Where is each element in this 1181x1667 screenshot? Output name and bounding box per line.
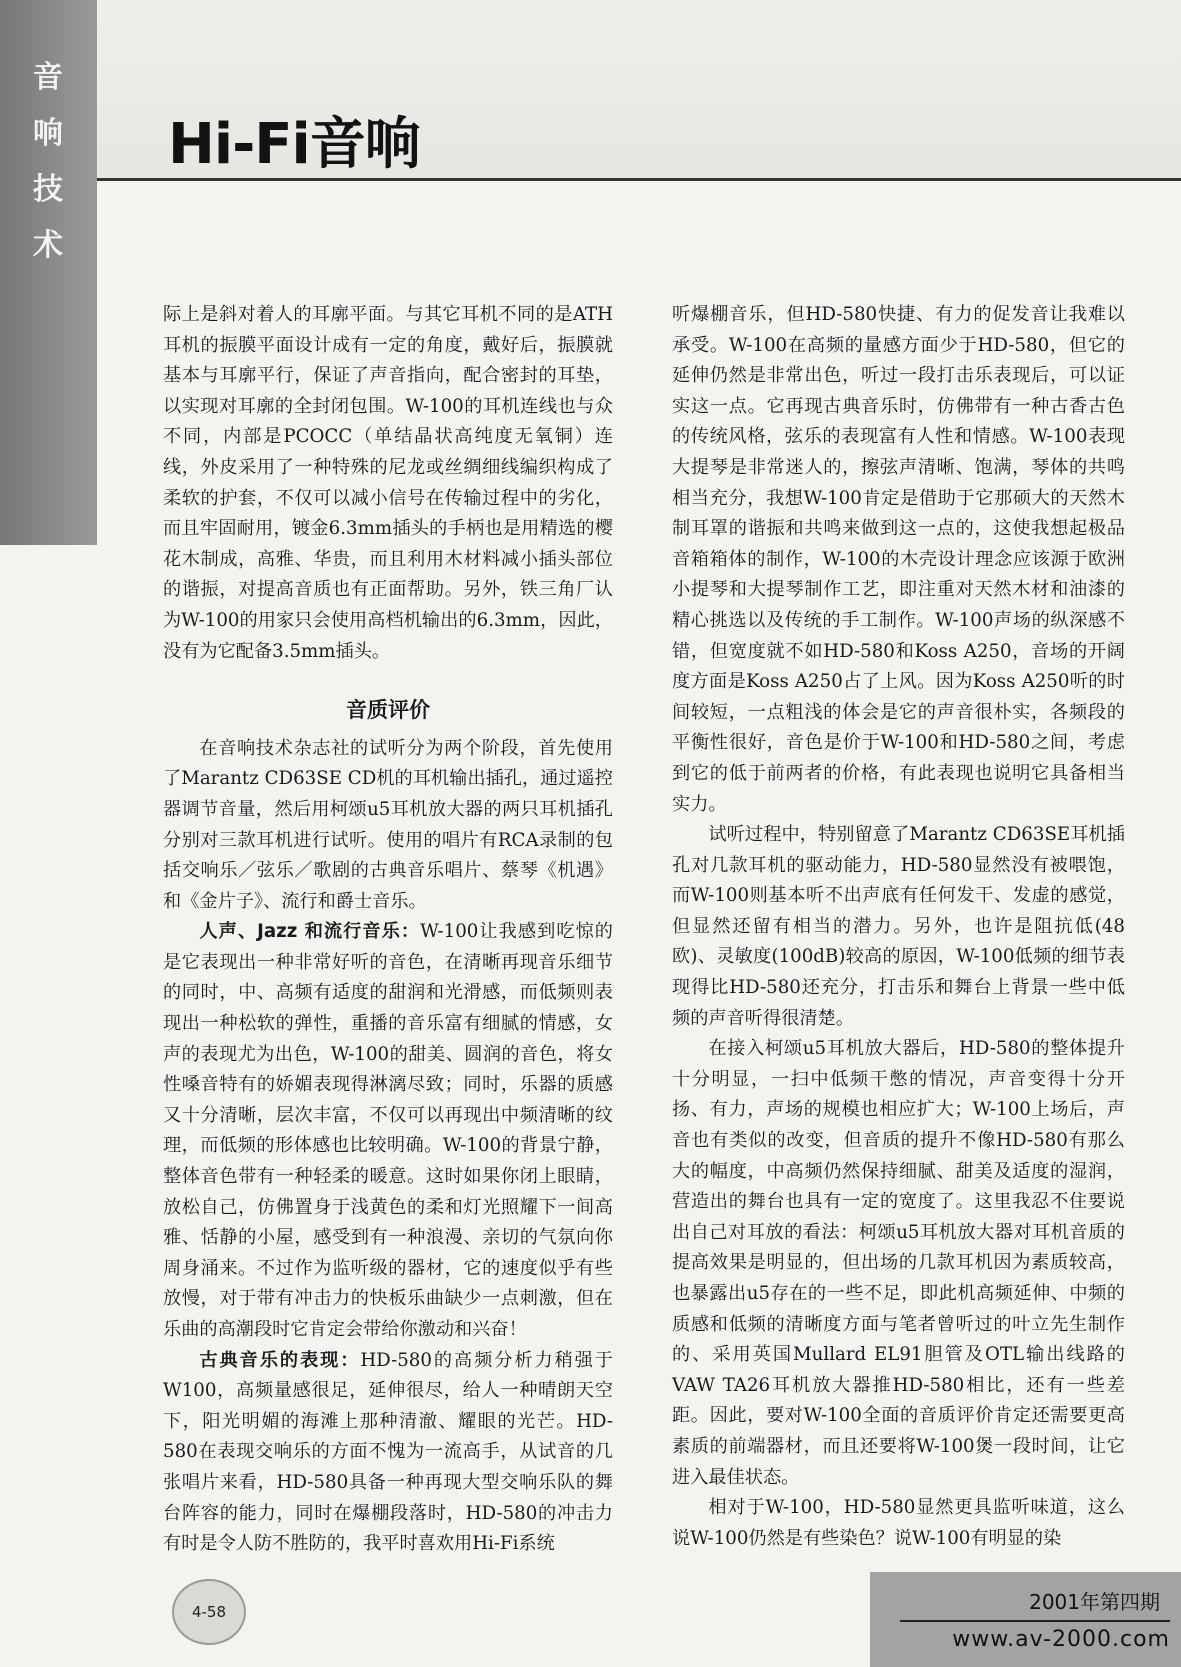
website-url: www.av-2000.com [952,1627,1170,1652]
paragraph: 在音响技术杂志社的试听分为两个阶段，首先使用了Marantz CD63SE CD机的耳机输出插孔，通过遥控器调节音量，然后用柯颂u5耳机放大器的两只耳机插孔分别对三款耳机进行试听。使用的唱片有RCA录制的包括交响乐／弦乐／歌剧的古典音乐唱片、蔡琴《机遇》和《金片子》、流行和爵士音乐。 [163,737,613,912]
paragraph-body: HD-580的高频分析力稍强于W100，高频量感很足，延伸很尽，给人一种晴朗天空下，阳光明媚的海滩上那种清澈、耀眼的光芒。HD-580在表现交响乐的方面不愧为一流高手，从试音的几张唱片来看，HD-580具备一种再现大型交响乐队的舞台阵容的能力，同时在爆棚段落时，HD-580的冲击力有时是令人防不胜防的，我平时喜欢用Hi-Fi系统 [163,1349,613,1555]
paragraph: 在接入柯颂u5耳机放大器后，HD-580的整体提升十分明显，一扫中低频干憋的情况，声音变得十分开扬、有力，声场的规模也相应扩大；W-100上场后，声音也有类似的改变，但音质的提升不像HD-580有那么大的幅度，中高频仍然保持细腻、甜美及适度的湿润，营造出的舞台也具有一定的宽度了。这里我忍不住要说出自己对耳放的看法：柯颂u5耳机放大器对耳机音质的提高效果是明显的，但出场的几款耳机因为素质较高，也暴露出u5存在的一些不足，即此机高频延伸、中频的质感和低频的清晰度方面与笔者曾听过的叶立先生制作的、采用英国Mullard EL91胆管及OTL输出线路的VAW TA26耳机放大器推HD-580相比，还有一些差距。因此，要对W-100全面的音质评价肯定还需要更高素质的前端器材，而且还要将W-100煲一段时间，让它进入最佳状态。 [672,1038,1125,1488]
footer-band [870,1572,1181,1667]
masthead-rule [97,178,1181,181]
paragraph: 试听过程中，特别留意了Marantz CD63SE耳机插孔对几款耳机的驱动能力，HD-580显然没有被喂饱，而W-100则基本听不出声底有任何发干、发虚的感觉，但显然还留有相当的潜力。另外，也许是阻抗低(48欧)、灵敏度(100dB)较高的原因，W-100低频的细节表现得比HD-580还充分，打击乐和舞台上背景一些中低频的声音听得很清楚。 [672,824,1125,1029]
masthead-title: Hi-Fi音响 [168,112,420,177]
page-number-badge [172,1579,246,1645]
side-tab-char: 术 [33,228,63,263]
footer-rule [900,1620,1170,1622]
right-column [672,300,1125,1554]
side-tab-char: 响 [33,116,63,151]
section-heading: 音质评价 [346,698,430,723]
issue-label: 2001年第四期 [1029,1590,1160,1614]
side-tab-char: 技 [33,172,63,207]
paragraph-lead: 古典音乐的表现： [199,1349,361,1371]
paragraph-lead: 人声、Jazz 和流行音乐： [199,921,421,943]
side-tab-char: 音 [33,60,63,95]
paragraph [163,917,613,1345]
paragraph: 听爆棚音乐，但HD-580快捷、有力的促发音让我难以承受。W-100在高频的量感方面少于HD-580，但它的延伸仍然是非常出色，听过一段打击乐表现后，可以证实这一点。它再现古典音乐时，仿佛带有一种古香古色的传统风格，弦乐的表现富有人性和情感。W-100表现大提琴是非常迷人的，擦弦声清晰、饱满，琴体的共鸣相当充分，我想W-100肯定是借助于它那硕大的天然木制耳罩的谐振和共鸣来做到这一点的，这使我想起极品音箱箱体的制作，W-100的木壳设计理念应该源于欧洲小提琴和大提琴制作工艺，即注重对天然木材和油漆的精心挑选以及传统的手工制作。W-100声场的纵深感不错，但宽度就不如HD-580和Koss A250，音场的开阔度方面是Koss A250占了上风。因为Koss A250听的时间较短，一点粗浅的体会是它的声音很朴实，各频段的平衡性很好，音色是价于W-100和HD-580之间，考虑到它的低于前两者的价格，有此表现也说明它具备相当实力。 [672,304,1125,815]
left-column [163,300,613,1560]
page-number: 4-58 [191,1603,227,1621]
paragraph [163,1346,613,1560]
section-side-tab [0,0,97,545]
paragraph: 相对于W-100，HD-580显然更具监听味道，这么说W-100仍然是有些染色？说W-100有明显的染 [672,1497,1125,1549]
paragraph: 际上是斜对着人的耳廓平面。与其它耳机不同的是ATH耳机的振膜平面设计成有一定的角度，戴好后，振膜就基本与耳廓平行，保证了声音指向，配合密封的耳垫，以实现对耳廓的全封闭包围。W-100的耳机连线也与众不同，内部是PCOCC（单结晶状高纯度无氧铜）连线，外皮采用了一种特殊的尼龙或丝绸细线编织构成了柔软的护套，不仅可以减小信号在传输过程中的劣化，而且牢固耐用，镀金6.3mm插头的手柄也是用精选的樱花木制成，高雅、华贵，而且利用木材料减小插头部位的谐振，对提高音质也有正面帮助。另外，铁三角厂认为W-100的用家只会使用高档机输出的6.3mm，因此，没有为它配备3.5mm插头。 [163,304,613,662]
paragraph-body: W-100让我感到吃惊的是它表现出一种非常好听的音色，在清晰再现音乐细节的同时，中、高频有适度的甜润和光滑感，而低频则表现出一种松软的弹性，重播的音乐富有细腻的情感，女声的表现尤为出色，W-100的甜美、圆润的音色，将女性嗓音特有的娇媚表现得淋漓尽致；同时，乐器的质感又十分清晰，层次丰富，不仅可以再现出中频清晰的纹理，而低频的形体感也比较明确。W-100的背景宁静，整体音色带有一种轻柔的暖意。这时如果你闭上眼睛，放松自己，仿佛置身于浅黄色的柔和灯光照耀下一间高雅、恬静的小屋，感受到有一种浪漫、亲切的气氛向你周身涌来。不过作为监听级的器材，它的速度似乎有些放慢，对于带有冲击力的快板乐曲缺少一点刺激，但在乐曲的高潮段时它肯定会带给你激动和兴奋！ [163,921,613,1340]
